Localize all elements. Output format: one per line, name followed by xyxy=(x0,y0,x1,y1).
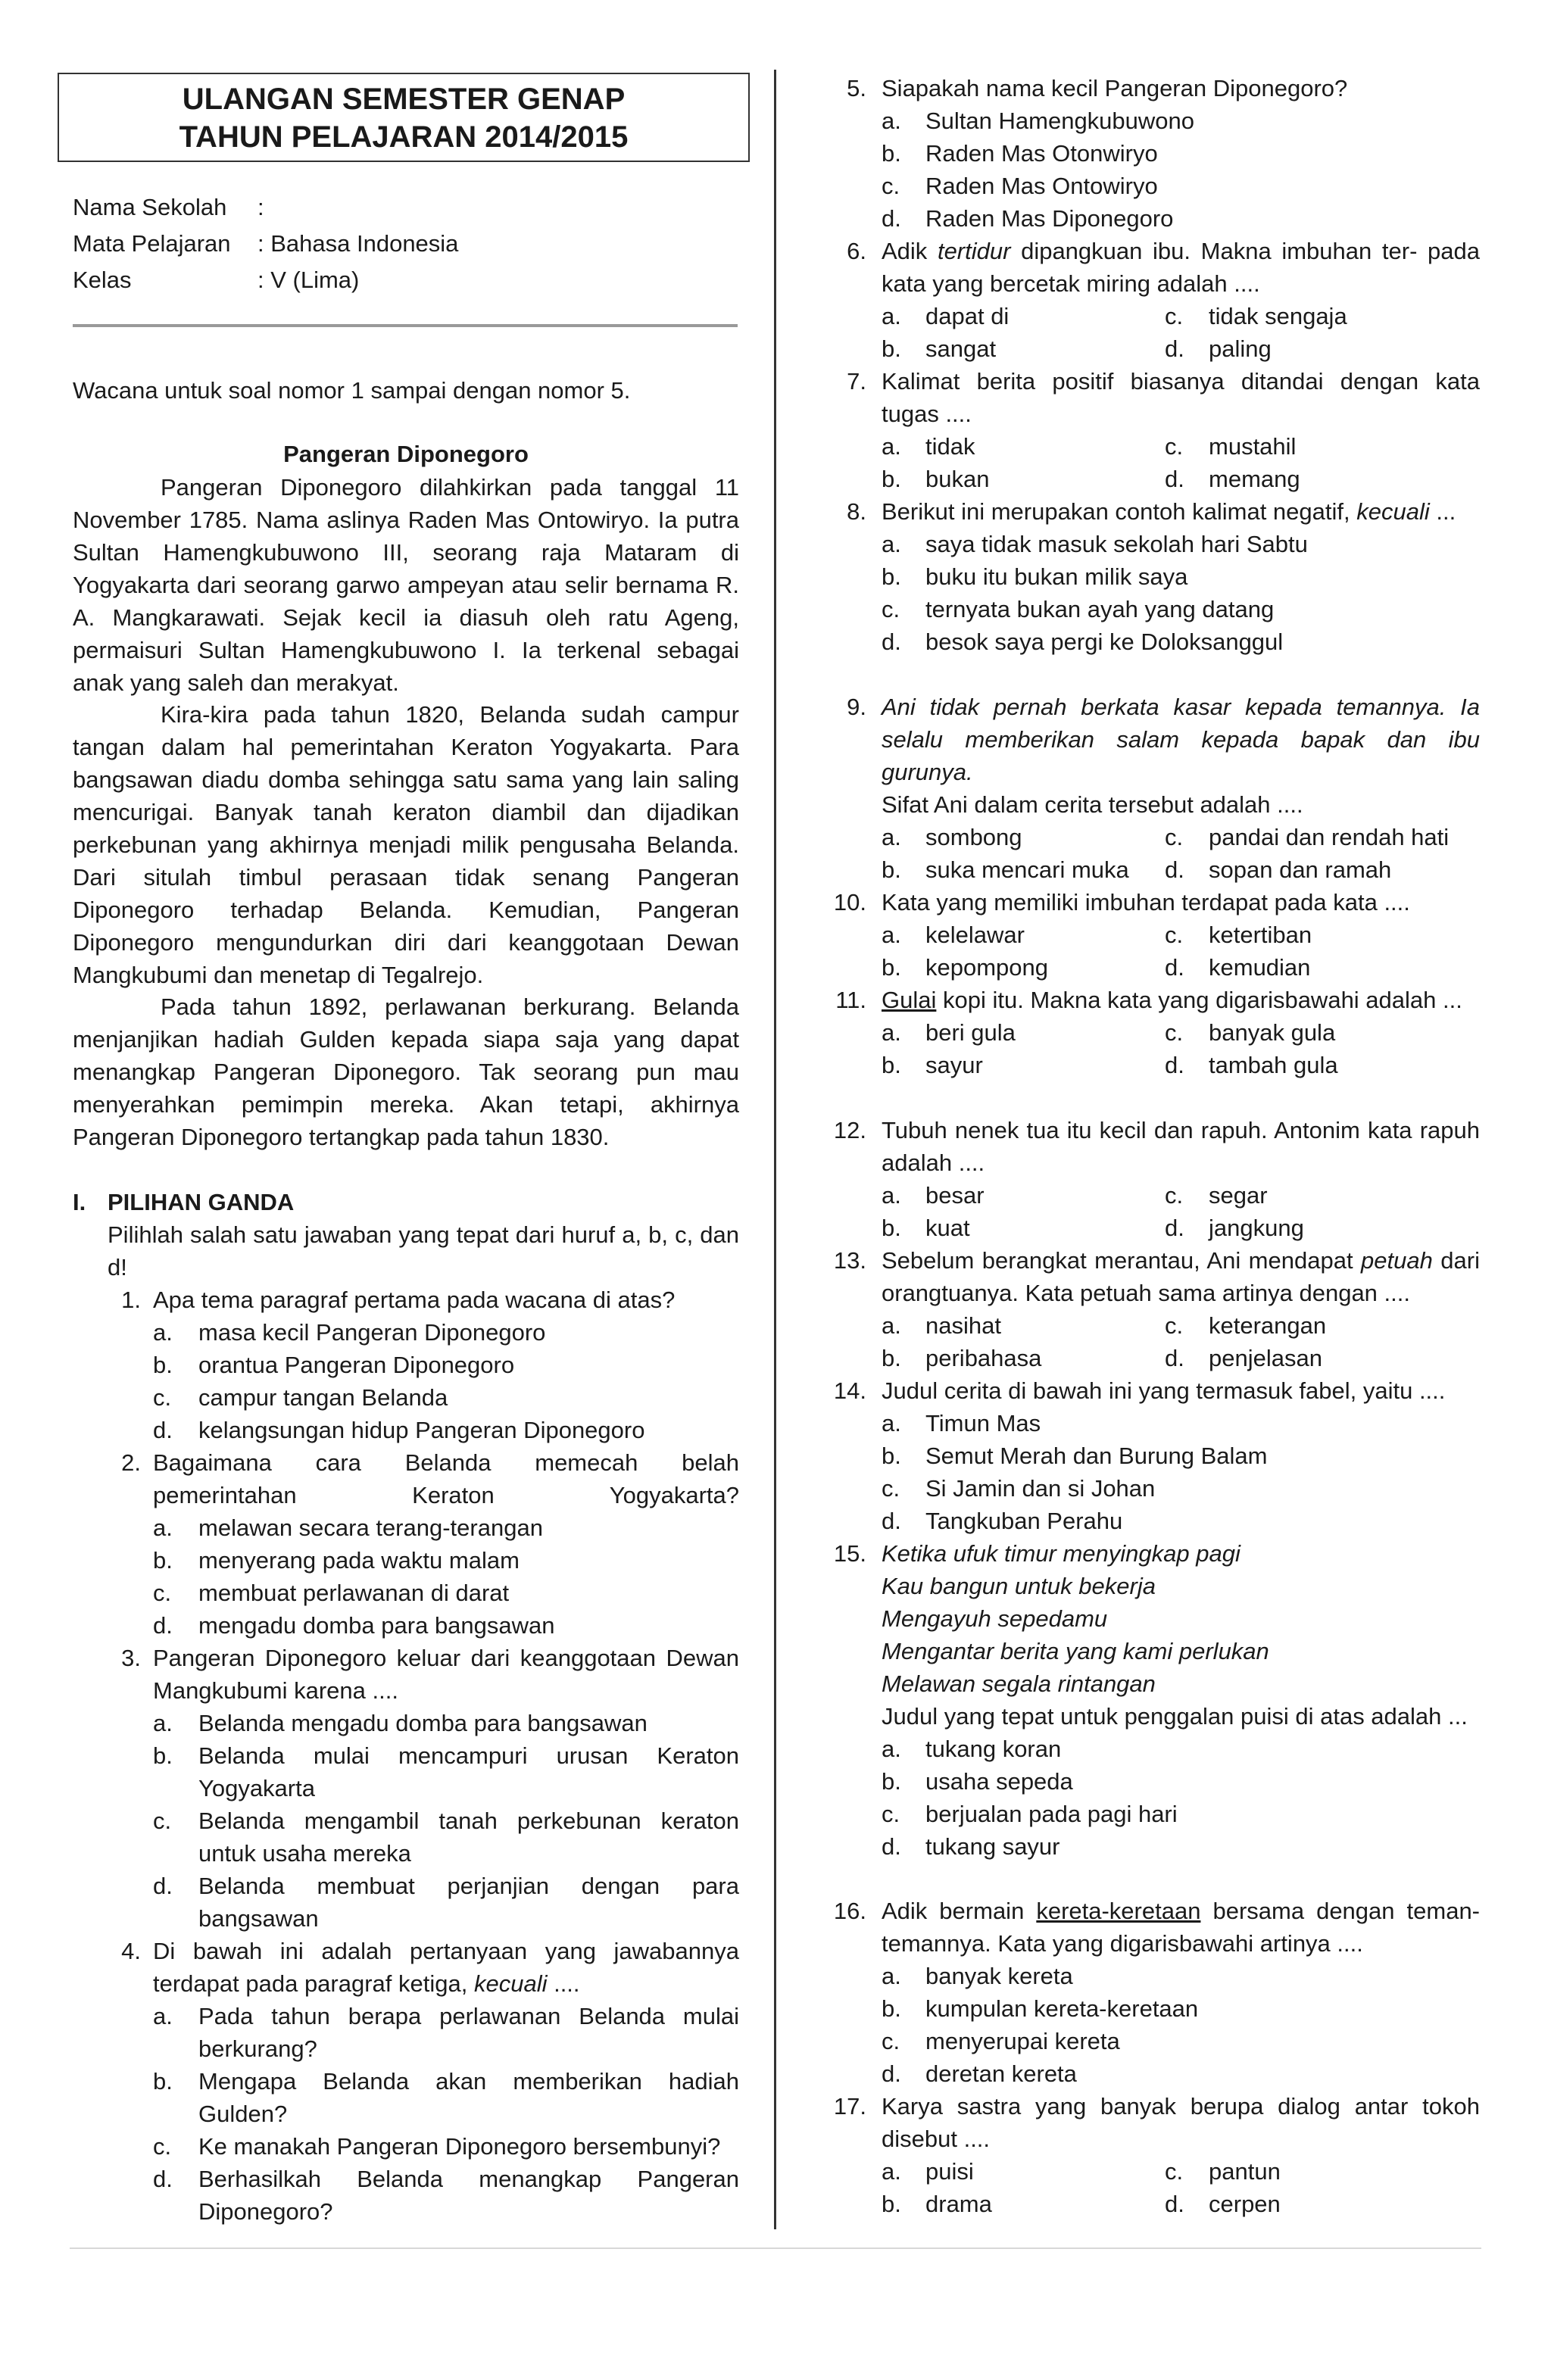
question-2 xyxy=(108,1446,739,1642)
option-text: pandai dan rendah hati xyxy=(1209,824,1450,850)
header-divider xyxy=(73,324,738,327)
question-text-emphasis: tertidur xyxy=(937,238,1011,264)
question-9 xyxy=(833,691,1480,886)
option-text: Belanda mengambil tanah perkebunan keraton untuk usaha mereka xyxy=(198,1808,739,1867)
option-text: melawan secara terang-terangan xyxy=(198,1514,543,1541)
option-letter: b. xyxy=(882,563,901,590)
identity-row xyxy=(73,226,458,262)
option-text: ternyata bukan ayah yang datang xyxy=(925,596,1275,622)
poem-line: Kau bangun untuk bekerja xyxy=(882,1573,1156,1599)
option-letter: d. xyxy=(1165,466,1184,492)
question-6 xyxy=(833,235,1480,365)
identity-label: Nama Sekolah xyxy=(73,194,227,220)
option-letter: c. xyxy=(153,2133,172,2160)
option-letter: b. xyxy=(882,1995,901,2022)
option-text: tambah gula xyxy=(1209,1052,1338,1078)
option-letter: c. xyxy=(882,173,900,199)
poem-line: Mengayuh sepedamu xyxy=(882,1605,1108,1632)
reading-intro: Wacana untuk soal nomor 1 sampai dengan nomor 5. xyxy=(73,377,631,404)
option-letter: c. xyxy=(1165,2158,1184,2185)
option-letter: b. xyxy=(882,1345,901,1371)
option-letter: b. xyxy=(882,1768,901,1795)
question-text-part: Sifat Ani dalam cerita tersebut adalah .... xyxy=(882,791,1303,818)
identity-value: : V (Lima) xyxy=(257,267,360,293)
option-text: besok saya pergi ke Doloksanggul xyxy=(925,629,1284,655)
option-letter: d. xyxy=(882,1833,901,1860)
option-letter: c. xyxy=(1165,1182,1184,1209)
option-letter: a. xyxy=(882,2158,901,2185)
exam-title-box xyxy=(58,73,750,162)
option-text: tidak xyxy=(925,433,975,460)
question-15 xyxy=(833,1537,1480,1863)
poem-line: Melawan segala rintangan xyxy=(882,1670,1156,1697)
identity-label: Kelas xyxy=(73,267,132,293)
option-letter: a. xyxy=(882,531,901,557)
option-letter: a. xyxy=(882,922,901,948)
reading-paragraph: Pangeran Diponegoro dilahkirkan pada tanggal 11 November 1785. Nama aslinya Raden Mas Ontowiryo. Ia putra Sultan Hamengkubuwono III, seorang raja Mataram di Yogyakarta dari seorang garwo ampeyan atau selir bernama R. A. Mangkarawati. Sejak kecil ia diasuh oleh ratu Ageng, permaisuri Sultan Hamengkubuwono I. Ia terkenal sebagai anak yang saleh dan merakyat. xyxy=(73,474,739,696)
question-number: 16. xyxy=(833,1898,866,1924)
question-text xyxy=(153,1935,739,2000)
option-text: Timun Mas xyxy=(925,1410,1041,1436)
option-letter: c. xyxy=(153,1808,172,1834)
identity-row xyxy=(73,189,458,226)
option-text: Sultan Hamengkubuwono xyxy=(925,108,1195,134)
option-text: Mengapa Belanda akan memberikan hadiah Gulden? xyxy=(198,2068,739,2127)
option-text: buku itu bukan milik saya xyxy=(925,563,1188,590)
section-instruction: Pilihlah salah satu jawaban yang tepat dari huruf a, b, c, dan d! xyxy=(108,1221,739,1280)
question-text xyxy=(882,691,1480,821)
question-number: 7. xyxy=(847,368,866,395)
question-text-part: Adik xyxy=(882,238,938,264)
question-text-part: Judul yang tepat untuk penggalan puisi di atas adalah ... xyxy=(882,1703,1468,1730)
option-letter: c. xyxy=(153,1384,172,1411)
option-text: puisi xyxy=(925,2158,974,2185)
option-text: kelelawar xyxy=(925,922,1025,948)
option-text: pantun xyxy=(1209,2158,1281,2185)
question-text: Karya sastra yang banyak berupa dialog antar tokoh disebut .... xyxy=(882,2093,1480,2152)
question-11 xyxy=(833,984,1480,1081)
option-text: dapat di xyxy=(925,303,1010,329)
option-text: Ke manakah Pangeran Diponegoro bersembunyi? xyxy=(198,2133,721,2160)
option-text: ketertiban xyxy=(1209,922,1312,948)
question-number: 5. xyxy=(847,75,866,101)
question-text: Pangeran Diponegoro keluar dari keanggotaan Dewan Mangkubumi karena .... xyxy=(153,1645,739,1704)
option-letter: b. xyxy=(882,335,901,362)
question-12 xyxy=(833,1114,1480,1244)
question-text: Judul cerita di bawah ini yang termasuk fabel, yaitu .... xyxy=(882,1377,1446,1404)
option-letter: a. xyxy=(882,1182,901,1209)
question-text-content: Bagaimana cara Belanda memecah belah pemerintahan Keraton Yogyakarta? xyxy=(153,1449,739,1508)
question-text-part: dari orangtuanya. Kata petuah sama artinya dengan .... xyxy=(882,1247,1480,1306)
question-text-part: Di bawah ini adalah pertanyaan yang jawabannya terdapat pada paragraf ketiga, xyxy=(153,1938,739,1997)
option-letter: d. xyxy=(882,205,901,232)
question-text-part: Berikut ini merupakan contoh kalimat negatif, xyxy=(882,498,1357,525)
question-17 xyxy=(833,2090,1480,2220)
question-text: Kalimat berita positif biasanya ditandai dengan kata tugas .... xyxy=(882,368,1480,427)
option-letter: b. xyxy=(882,1052,901,1078)
option-text: mengadu domba para bangsawan xyxy=(198,1612,555,1639)
question-number: 11. xyxy=(835,987,866,1013)
exam-subtitle: TAHUN PELAJARAN 2014/2015 xyxy=(179,120,629,154)
option-letter: d. xyxy=(1165,1345,1184,1371)
question-3 xyxy=(108,1642,739,1935)
option-letter: d. xyxy=(153,1417,173,1443)
question-1 xyxy=(108,1284,739,1446)
question-number: 3. xyxy=(121,1645,141,1671)
option-text: Raden Mas Diponegoro xyxy=(925,205,1174,232)
question-text xyxy=(882,235,1480,300)
section-heading xyxy=(73,1186,739,1218)
option-letter: c. xyxy=(1165,824,1184,850)
option-text: Semut Merah dan Burung Balam xyxy=(925,1443,1268,1469)
option-letter: c. xyxy=(882,596,900,622)
reading-paragraph: Kira-kira pada tahun 1820, Belanda sudah campur tangan dalam hal pemerintahan Keraton Yogyakarta. Para bangsawan diadu domba sehingga satu sama yang lain saling mencurigai. Banyak tanah keraton diambil dan dijadikan perkebunan yang akhirnya menjadi milik pengusaha Belanda. Dari situlah timbul perasaan tidak senang Pangeran Diponegoro terhadap Belanda. Kemudian, Pangeran Diponegoro mengundurkan diri dari keanggotaan Dewan Mangkubumi dan menetap di Tegalrejo. xyxy=(73,701,739,988)
option-letter: c. xyxy=(1165,1312,1184,1339)
question-text-part: Adik bermain xyxy=(882,1898,1037,1924)
option-letter: a. xyxy=(882,108,901,134)
option-letter: b. xyxy=(882,856,901,883)
question-5 xyxy=(833,72,1480,235)
option-letter: d. xyxy=(153,2166,173,2192)
option-letter: b. xyxy=(153,1352,173,1378)
question-text: Siapakah nama kecil Pangeran Diponegoro? xyxy=(882,75,1348,101)
poem-line: Ketika ufuk timur menyingkap pagi xyxy=(882,1540,1240,1567)
option-letter: a. xyxy=(153,2003,173,2029)
option-letter: a. xyxy=(882,1312,901,1339)
option-letter: b. xyxy=(153,2068,173,2095)
option-text: bukan xyxy=(925,466,990,492)
identity-row xyxy=(73,262,458,298)
option-letter: a. xyxy=(153,1514,173,1541)
question-text-emphasis: petuah xyxy=(1361,1247,1433,1274)
question-number: 6. xyxy=(847,238,866,264)
option-letter: a. xyxy=(882,824,901,850)
option-text: Belanda mulai mencampuri urusan Keraton Yogyakarta xyxy=(198,1742,739,1801)
option-text: segar xyxy=(1209,1182,1268,1209)
question-text xyxy=(882,1244,1480,1309)
option-letter: c. xyxy=(882,1801,900,1827)
option-letter: c. xyxy=(153,1580,172,1606)
question-text-part: dipangkuan ibu. Makna imbuhan ter- pada kata yang bercetak miring adalah .... xyxy=(882,238,1480,297)
option-letter: d. xyxy=(882,2060,901,2087)
question-text-part: kopi itu. Makna kata yang digarisbawahi adalah ... xyxy=(936,987,1462,1013)
question-text-emphasis: Ani tidak pernah berkata kasar kepada temannya. Ia selalu memberikan salam kepada bapak dan ibu gurunya. xyxy=(882,694,1480,785)
question-number: 2. xyxy=(121,1449,141,1476)
question-text: Tubuh nenek tua itu kecil dan rapuh. Antonim kata rapuh adalah .... xyxy=(882,1117,1480,1176)
question-text-underlined: kereta-keretaan xyxy=(1036,1898,1201,1924)
question-number: 8. xyxy=(847,498,866,525)
section-title: PILIHAN GANDA xyxy=(108,1189,295,1215)
option-text: menyerang pada waktu malam xyxy=(198,1547,520,1574)
option-text: Pada tahun berapa perlawanan Belanda mulai berkurang? xyxy=(198,2003,739,2062)
option-letter: c. xyxy=(1165,922,1184,948)
identity-value: : Bahasa Indonesia xyxy=(257,230,459,257)
option-text: mustahil xyxy=(1209,433,1297,460)
question-number: 12. xyxy=(833,1117,866,1143)
option-text: nasihat xyxy=(925,1312,1001,1339)
option-letter: b. xyxy=(882,954,901,981)
option-text: cerpen xyxy=(1209,2191,1281,2217)
option-text: saya tidak masuk sekolah hari Sabtu xyxy=(925,531,1308,557)
option-text: Raden Mas Otonwiryo xyxy=(925,140,1158,167)
question-text-part: bersama dengan teman-temannya. Kata yang digarisbawahi artinya .... xyxy=(882,1898,1481,1957)
option-text: berjualan pada pagi hari xyxy=(925,1801,1178,1827)
option-letter: d. xyxy=(1165,335,1184,362)
option-text: Belanda membuat perjanjian dengan para bangsawan xyxy=(198,1873,739,1932)
option-text: kepompong xyxy=(925,954,1049,981)
option-letter: a. xyxy=(882,433,901,460)
option-text: banyak kereta xyxy=(925,1963,1073,1989)
option-text: sangat xyxy=(925,335,997,362)
option-letter: a. xyxy=(882,1963,901,1989)
option-text: drama xyxy=(925,2191,992,2217)
option-text: banyak gula xyxy=(1209,1019,1336,1046)
option-letter: d. xyxy=(1165,954,1184,981)
question-number: 17. xyxy=(833,2093,866,2120)
question-13 xyxy=(833,1244,1480,1374)
option-letter: b. xyxy=(882,1443,901,1469)
option-text: kemudian xyxy=(1209,954,1311,981)
option-letter: c. xyxy=(1165,433,1184,460)
reading-paragraph: Pada tahun 1892, perlawanan berkurang. Belanda menjanjikan hadiah Gulden kepada siapa saja yang dapat menangkap Pangeran Diponegoro. Tak seorang pun mau menyerahkan pemimpin mereka. Akan tetapi, akhirnya Pangeran Diponegoro tertangkap pada tahun 1830. xyxy=(73,993,739,1150)
question-text-part: .... xyxy=(547,1970,580,1997)
option-letter: b. xyxy=(882,2191,901,2217)
question-number: 14. xyxy=(833,1377,866,1404)
option-text: masa kecil Pangeran Diponegoro xyxy=(198,1319,546,1346)
option-text: deretan kereta xyxy=(925,2060,1077,2087)
option-letter: d. xyxy=(1165,1052,1184,1078)
option-text: orantua Pangeran Diponegoro xyxy=(198,1352,515,1378)
question-text-emphasis: kecuali xyxy=(473,1970,548,1997)
question-text xyxy=(882,1895,1480,1960)
option-text: paling xyxy=(1209,335,1272,362)
question-16 xyxy=(833,1895,1480,2090)
option-text: menyerupai kereta xyxy=(925,2028,1120,2054)
option-letter: b. xyxy=(882,140,901,167)
question-4 xyxy=(108,1935,739,2228)
option-text: tidak sengaja xyxy=(1209,303,1347,329)
option-text: Belanda mengadu domba para bangsawan xyxy=(198,1710,648,1736)
option-text: peribahasa xyxy=(925,1345,1042,1371)
section-number: I. xyxy=(73,1189,86,1215)
option-text: usaha sepeda xyxy=(925,1768,1073,1795)
question-number: 15. xyxy=(833,1540,866,1567)
question-text xyxy=(882,1537,1480,1733)
option-text: kelangsungan hidup Pangeran Diponegoro xyxy=(198,1417,645,1443)
question-number: 1. xyxy=(121,1287,141,1313)
option-letter: d. xyxy=(153,1873,173,1899)
question-text xyxy=(153,1446,739,1511)
option-text: Tangkuban Perahu xyxy=(925,1508,1123,1534)
option-text: campur tangan Belanda xyxy=(198,1384,448,1411)
question-number: 9. xyxy=(847,694,866,720)
question-text-part: ... xyxy=(1429,498,1456,525)
option-text: kuat xyxy=(925,1215,970,1241)
option-letter: a. xyxy=(153,1710,173,1736)
option-text: Raden Mas Ontowiryo xyxy=(925,173,1158,199)
option-text: sayur xyxy=(925,1052,983,1078)
option-letter: c. xyxy=(882,2028,900,2054)
option-letter: c. xyxy=(882,1475,900,1502)
question-text: Kata yang memiliki imbuhan terdapat pada kata .... xyxy=(882,889,1410,916)
identity-value: : xyxy=(257,194,264,220)
option-letter: a. xyxy=(882,1736,901,1762)
question-14 xyxy=(833,1374,1480,1537)
option-letter: a. xyxy=(882,303,901,329)
option-letter: d. xyxy=(1165,1215,1184,1241)
option-letter: a. xyxy=(153,1319,173,1346)
identity-label: Mata Pelajaran xyxy=(73,230,231,257)
question-10 xyxy=(833,886,1480,984)
option-letter: d. xyxy=(153,1612,173,1639)
option-text: kumpulan kereta-keretaan xyxy=(925,1995,1199,2022)
option-letter: d. xyxy=(1165,856,1184,883)
option-letter: b. xyxy=(882,1215,901,1241)
option-text: jangkung xyxy=(1209,1215,1304,1241)
poem-line: Mengantar berita yang kami perlukan xyxy=(882,1638,1269,1664)
option-letter: c. xyxy=(1165,303,1184,329)
option-text: memang xyxy=(1209,466,1300,492)
option-letter: b. xyxy=(153,1742,173,1769)
question-text-part: Sebelum berangkat merantau, Ani mendapat xyxy=(882,1247,1362,1274)
question-text: Apa tema paragraf pertama pada wacana di atas? xyxy=(153,1287,676,1313)
option-text: beri gula xyxy=(925,1019,1016,1046)
option-letter: a. xyxy=(882,1410,901,1436)
identity-block xyxy=(73,189,458,298)
question-text xyxy=(882,495,1480,528)
option-text: membuat perlawanan di darat xyxy=(198,1580,510,1606)
option-letter: b. xyxy=(882,466,901,492)
option-text: suka mencari muka xyxy=(925,856,1129,883)
option-text: Berhasilkah Belanda menangkap Pangeran Diponegoro? xyxy=(198,2166,739,2225)
option-text: tukang koran xyxy=(925,1736,1062,1762)
option-letter: d. xyxy=(1165,2191,1184,2217)
option-letter: d. xyxy=(882,629,901,655)
question-number: 13. xyxy=(833,1247,866,1274)
question-text-emphasis: kecuali xyxy=(1356,498,1430,525)
option-text: penjelasan xyxy=(1209,1345,1322,1371)
option-text: Si Jamin dan si Johan xyxy=(925,1475,1156,1502)
option-text: tukang sayur xyxy=(925,1833,1060,1860)
question-text xyxy=(882,984,1480,1016)
option-letter: b. xyxy=(153,1547,173,1574)
question-number: 4. xyxy=(121,1938,141,1964)
exam-title: ULANGAN SEMESTER GENAP xyxy=(182,83,626,116)
option-text: keterangan xyxy=(1209,1312,1327,1339)
option-letter: a. xyxy=(882,1019,901,1046)
question-8 xyxy=(833,495,1480,658)
option-text: sopan dan ramah xyxy=(1209,856,1392,883)
option-letter: c. xyxy=(1165,1019,1184,1046)
column-divider xyxy=(774,70,776,2229)
option-text: besar xyxy=(925,1182,985,1209)
page-footer-rule xyxy=(70,2247,1481,2249)
option-text: sombong xyxy=(925,824,1022,850)
option-letter: d. xyxy=(882,1508,901,1534)
question-text-underlined: Gulai xyxy=(882,987,937,1013)
question-7 xyxy=(833,365,1480,495)
question-number: 10. xyxy=(833,889,866,916)
reading-title: Pangeran Diponegoro xyxy=(283,441,529,467)
